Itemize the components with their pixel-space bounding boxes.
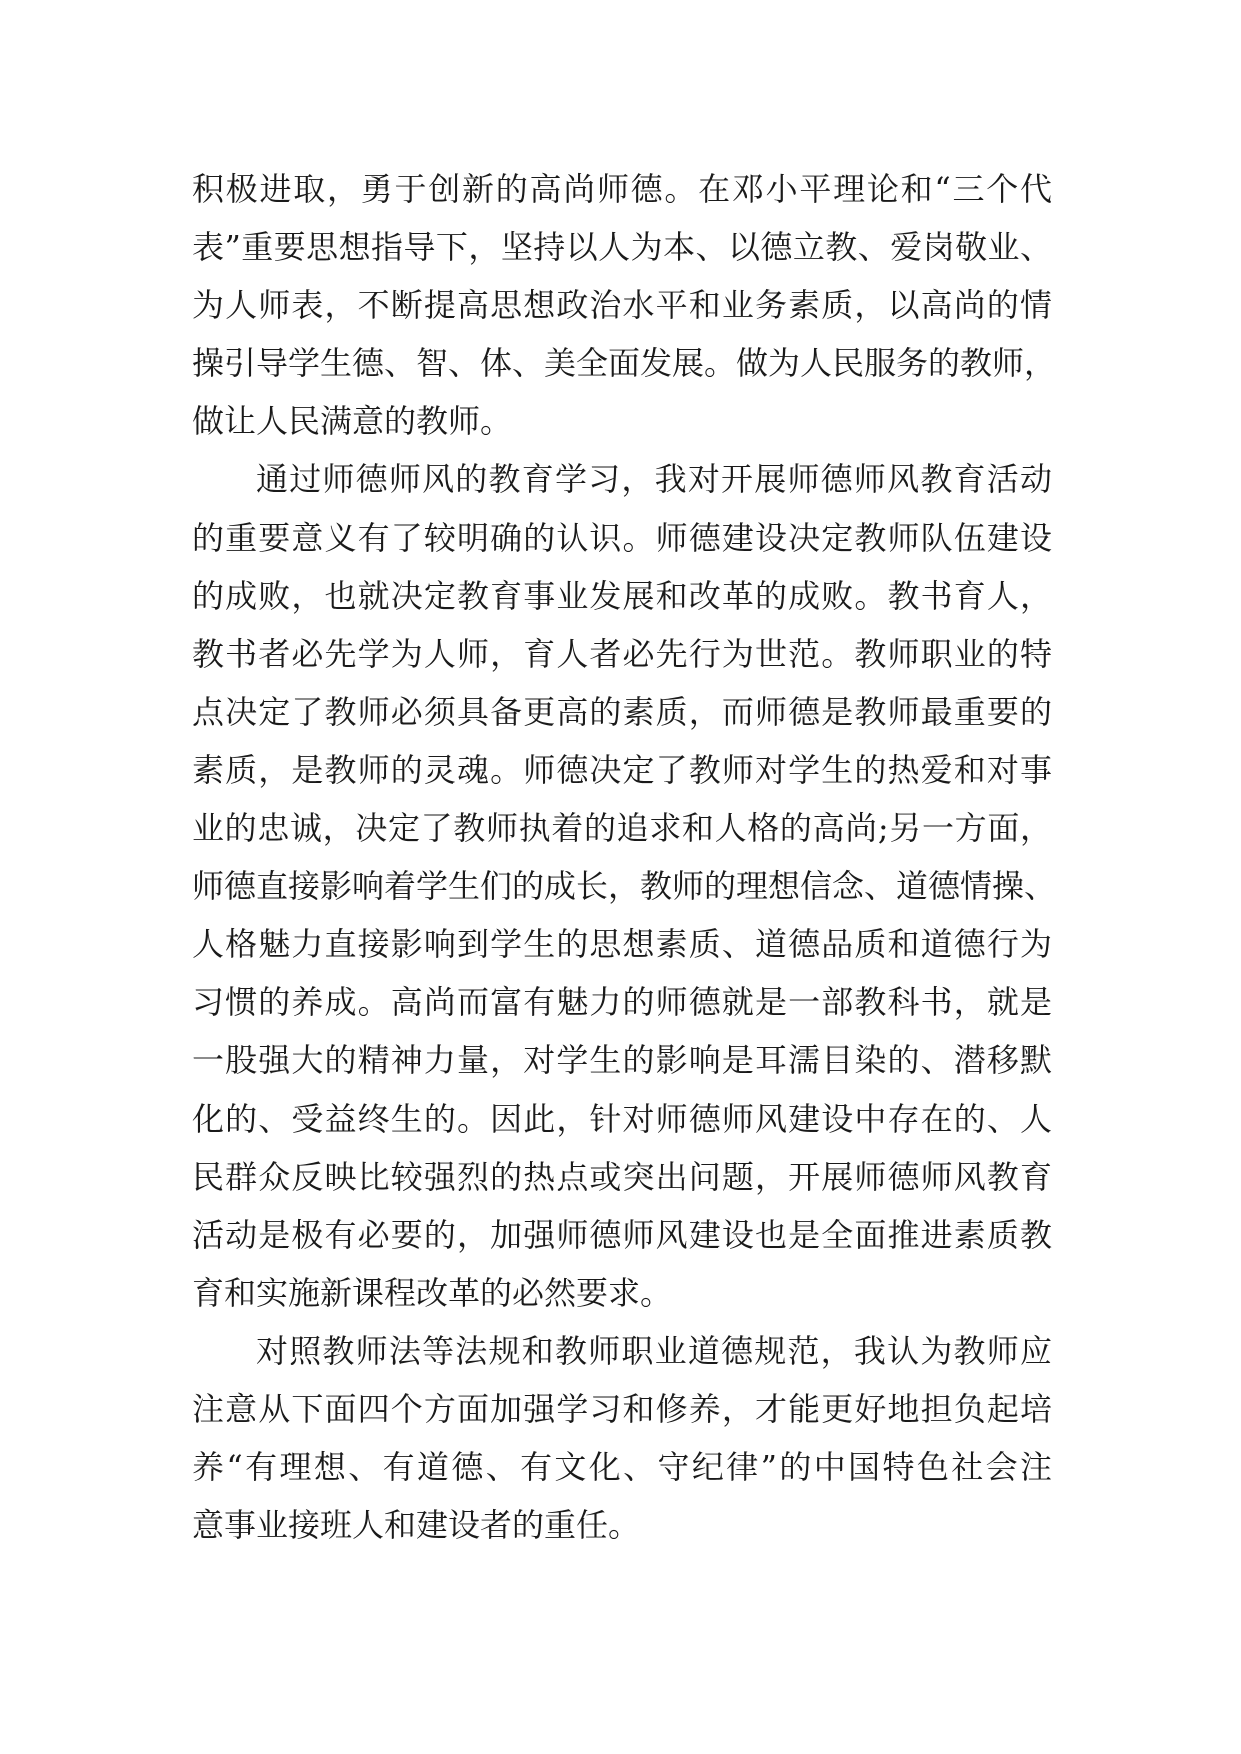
- document-body: [192, 160, 1057, 1554]
- text-line: 的重要意义有了较明确的认识。师德建设决定教师队伍建设: [192, 518, 1052, 557]
- text-line: 养“有理想、有道德、有文化、守纪律”的中国特色社会注: [192, 1448, 1052, 1487]
- text-line: 对照教师法等法规和教师职业道德规范，我认为教师应: [256, 1331, 1052, 1370]
- text-line: 为人师表，不断提高思想政治水平和业务素质，以高尚的情: [192, 286, 1052, 325]
- text-line: 师德直接影响着学生们的成长，教师的理想信念、道德情操、: [192, 867, 1057, 906]
- paragraph-1: [192, 160, 1057, 450]
- text-line: 民群众反映比较强烈的热点或突出问题，开展师德师风教育: [192, 1157, 1052, 1196]
- text-line: 习惯的养成。高尚而富有魅力的师德就是一部教科书，就是: [192, 983, 1052, 1022]
- text-line: 的成败，也就决定教育事业发展和改革的成败。教书育人，: [192, 576, 1052, 615]
- text-line: 表”重要思想指导下，坚持以人为本、以德立教、爱岗敬业、: [192, 228, 1052, 267]
- text-line: 通过师德师风的教育学习，我对开展师德师风教育活动: [256, 460, 1052, 499]
- text-line: 人格魅力直接影响到学生的思想素质、道德品质和道德行为: [192, 925, 1052, 964]
- text-line: 做让人民满意的教师。: [192, 402, 513, 441]
- text-line: 一股强大的精神力量，对学生的影响是耳濡目染的、潜移默: [192, 1041, 1052, 1080]
- text-line: 操引导学生德、智、体、美全面发展。做为人民服务的教师，: [192, 344, 1057, 383]
- text-line: 业的忠诚，决定了教师执着的追求和人格的高尚;另一方面，: [192, 809, 1052, 848]
- text-line: 活动是极有必要的，加强师德师风建设也是全面推进素质教: [192, 1215, 1052, 1254]
- text-line: 注意从下面四个方面加强学习和修养，才能更好地担负起培: [192, 1389, 1052, 1428]
- paragraph-3: [192, 1322, 1052, 1554]
- text-line: 点决定了教师必须具备更高的素质，而师德是教师最重要的: [192, 692, 1052, 731]
- text-line: 化的、受益终生的。因此，针对师德师风建设中存在的、人: [192, 1099, 1052, 1138]
- text-line: 素质，是教师的灵魂。师德决定了教师对学生的热爱和对事: [192, 750, 1052, 789]
- text-line: 教书者必先学为人师，育人者必先行为世范。教师职业的特: [192, 634, 1052, 673]
- text-line: 育和实施新课程改革的必然要求。: [192, 1273, 673, 1312]
- text-line: 意事业接班人和建设者的重任。: [192, 1506, 641, 1545]
- text-line: 积极进取，勇于创新的高尚师德。在邓小平理论和“三个代: [192, 170, 1052, 208]
- paragraph-2: [192, 450, 1057, 1321]
